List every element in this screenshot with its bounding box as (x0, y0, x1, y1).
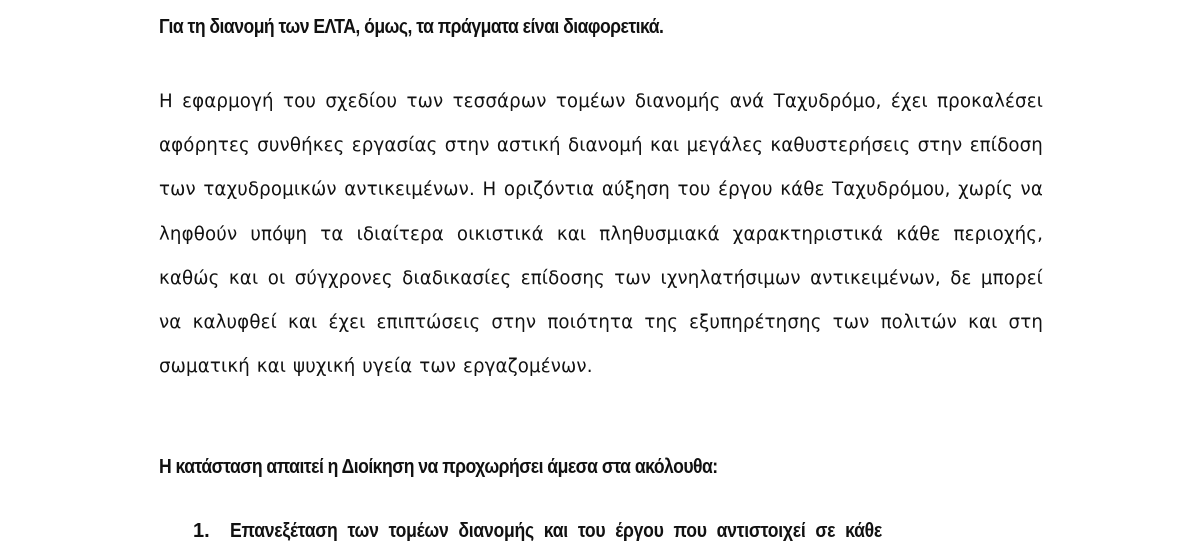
list-item-text: Επανεξέταση των τομέων διανομής και του έργου που αντιστοιχεί σε κάθε (230, 520, 882, 542)
numbered-list-item (193, 520, 1043, 543)
body-paragraph: Η εφαρμογή του σχεδίου των τεσσάρων τομέων διανομής ανά Ταχυδρόμο, έχει προκαλέσει αφόρητες συνθήκες εργασίας στην αστική διανομή και μεγάλες καθυστερήσεις στην επίδοση των ταχυδρομικών αντικειμένων. Η οριζόντια αύξηση του έργου κάθε Ταχυδρόμου, χωρίς να ληφθούν υπόψη τα ιδιαίτερα οικιστικά και πληθυσμιακά χαρακτηριστικά κάθε περιοχής, καθώς και οι σύγχρονες διαδικασίες επίδοσης των ιχνηλατήσιμων αντικειμένων, δε μπορεί να καλυφθεί και έχει επιπτώσεις στην ποιότητα της εξυπηρέτησης των πολιτών και στη σωματική και ψυχική υγεία των εργαζομένων. (159, 91, 1043, 378)
list-item-number: 1. (193, 520, 210, 542)
requirements-heading: Η κατάσταση απαιτεί η Διοίκηση να προχωρήσει άμεσα στα ακόλουθα: (159, 456, 718, 478)
section-heading: Για τη διανομή των ΕΛΤΑ, όμως, τα πράγματα είναι διαφορετικά. (159, 16, 664, 38)
